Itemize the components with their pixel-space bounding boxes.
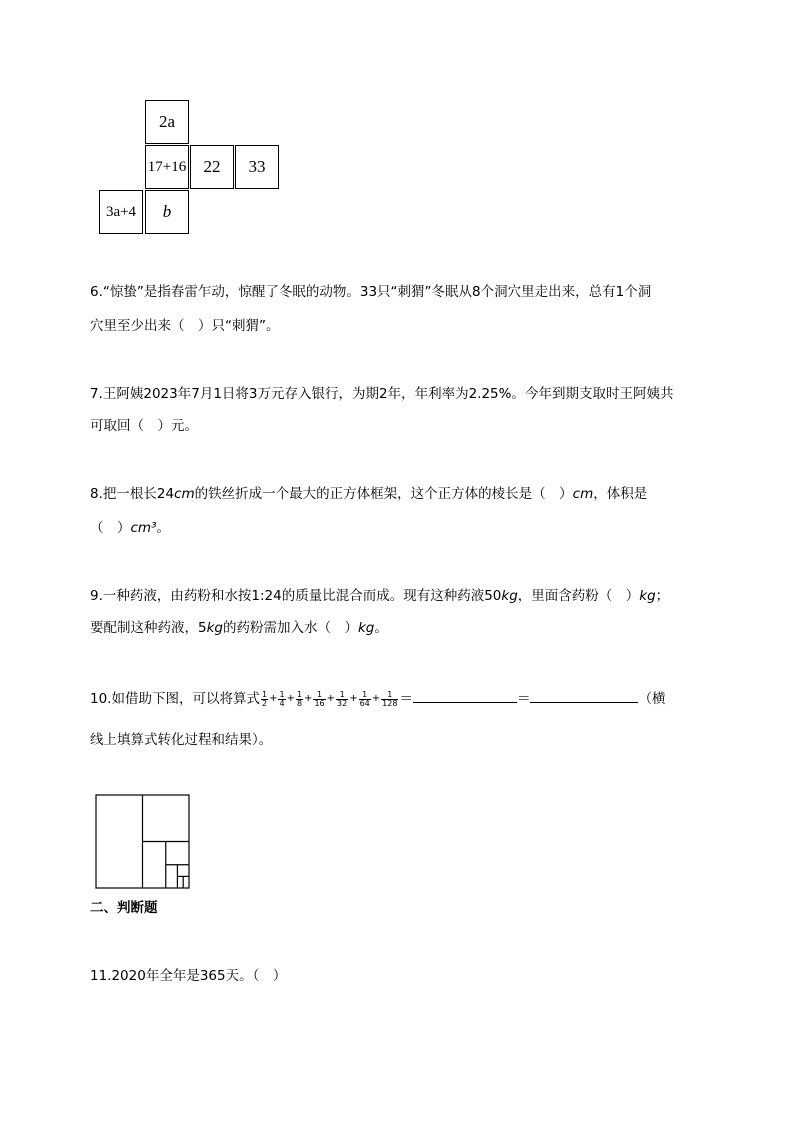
net-cell-bottom-1 <box>99 190 143 234</box>
q10-equals-1: ＝ <box>399 691 413 707</box>
q9-text-c: ； <box>655 588 670 604</box>
net-cell-bottom-2 <box>145 190 189 234</box>
q9-text-d: 要配制这种药液，5 <box>90 620 207 636</box>
q11-text: 11.2020年全年是365天。（ ） <box>90 968 287 984</box>
net-cell-middle-3-text: 33 <box>248 157 266 176</box>
q8-unit-cm: cm <box>174 486 195 502</box>
q10-answer-blank-1 <box>413 688 517 703</box>
q9-unit-kg-3: kg <box>206 620 223 636</box>
q9-line-2 <box>90 618 388 638</box>
q8-text-c: ，体积是 <box>593 486 648 502</box>
q10-frac-1: $\frac{1}{2}$ <box>261 689 268 708</box>
net-cell-middle-2-text: 22 <box>203 157 221 176</box>
q9-unit-kg-4: kg <box>357 620 375 636</box>
q9-unit-kg-2: kg <box>639 588 656 604</box>
q10-plus-2: + <box>286 693 295 704</box>
q10-frac-3: $\frac{1}{8}$ <box>296 689 303 708</box>
q8-unit-cm3: cm³ <box>130 520 157 536</box>
q7-line-2: 可取回（ ）元。 <box>90 418 198 434</box>
q9-text-e: 的药粉需加入水（ ） <box>222 620 358 636</box>
q10-suffix: （横 <box>638 691 666 707</box>
q10-line-2: 线上填算式转化过程和结果）。 <box>90 732 273 748</box>
q10-frac-6: $\frac{1}{64}$ <box>359 689 370 708</box>
net-cell-bottom-1-text: 3a+4 <box>105 203 137 220</box>
cube-net-diagram <box>99 100 281 238</box>
q8-unit-cm-2: cm <box>572 486 594 502</box>
net-cell-middle-3 <box>235 145 279 189</box>
q8-text-e: 。 <box>156 520 170 536</box>
q8-text-d: （ ） <box>90 520 131 536</box>
q6-line-1: 6.“惊蛰”是指春雷乍动，惊醒了冬眠的动物。33只“刺猬”冬眠从8个洞穴里走出来，总有1个洞 <box>90 284 652 300</box>
q10-line-1 <box>90 688 665 709</box>
q10-answer-blank-2 <box>530 688 638 703</box>
q9-text-f: 。 <box>374 620 388 636</box>
q10-plus-1: + <box>269 693 278 704</box>
q10-frac-2: $\frac{1}{4}$ <box>279 689 285 708</box>
q10-frac-5: $\frac{1}{32}$ <box>337 689 348 708</box>
net-cell-middle-1-text: 17+16 <box>147 158 187 175</box>
q8-line-1 <box>90 484 647 504</box>
q10-plus-5: + <box>349 693 358 704</box>
q8-line-2 <box>90 518 170 538</box>
q10-plus-3: + <box>304 693 313 704</box>
net-cell-top <box>145 100 189 144</box>
q9-text-a: 9.一种药液，由药粉和水按1:24的质量比混合而成。现有这种药液50 <box>90 588 502 604</box>
q10-equals-2: ＝ <box>516 691 531 707</box>
q8-text-b: 的铁丝折成一个最大的正方体框架，这个正方体的棱长是（ ） <box>194 486 573 502</box>
q7-line-1: 7.王阿姨2023年7月1日将3万元存入银行，为期2年，年利率为2.25%。今年到期支取时王阿姨共 <box>90 386 674 402</box>
section-heading-judgement: 二、判断题 <box>90 900 158 916</box>
q6-line-2: 穴里至少出来（ ）只“刺猬”。 <box>90 318 280 334</box>
net-cell-middle-2 <box>190 145 234 189</box>
square-division-diagram <box>95 794 191 890</box>
q10-plus-6: + <box>371 693 381 704</box>
q10-frac-7: $\frac{1}{128}$ <box>382 689 398 708</box>
net-cell-top-text: 2a <box>158 112 176 131</box>
q10-prefix: 10.如借助下图，可以将算式 <box>90 691 260 707</box>
q10-frac-4: $\frac{1}{16}$ <box>314 689 325 708</box>
q10-plus-4: + <box>326 693 336 704</box>
net-cell-bottom-2-text: b <box>162 202 172 221</box>
net-cell-middle-1 <box>145 145 189 189</box>
q9-unit-kg-1: kg <box>501 588 518 604</box>
q8-text-a: 8.把一根长24 <box>90 486 175 502</box>
q9-line-1 <box>90 586 669 606</box>
q9-text-b: ，里面含药粉（ ） <box>517 588 640 604</box>
